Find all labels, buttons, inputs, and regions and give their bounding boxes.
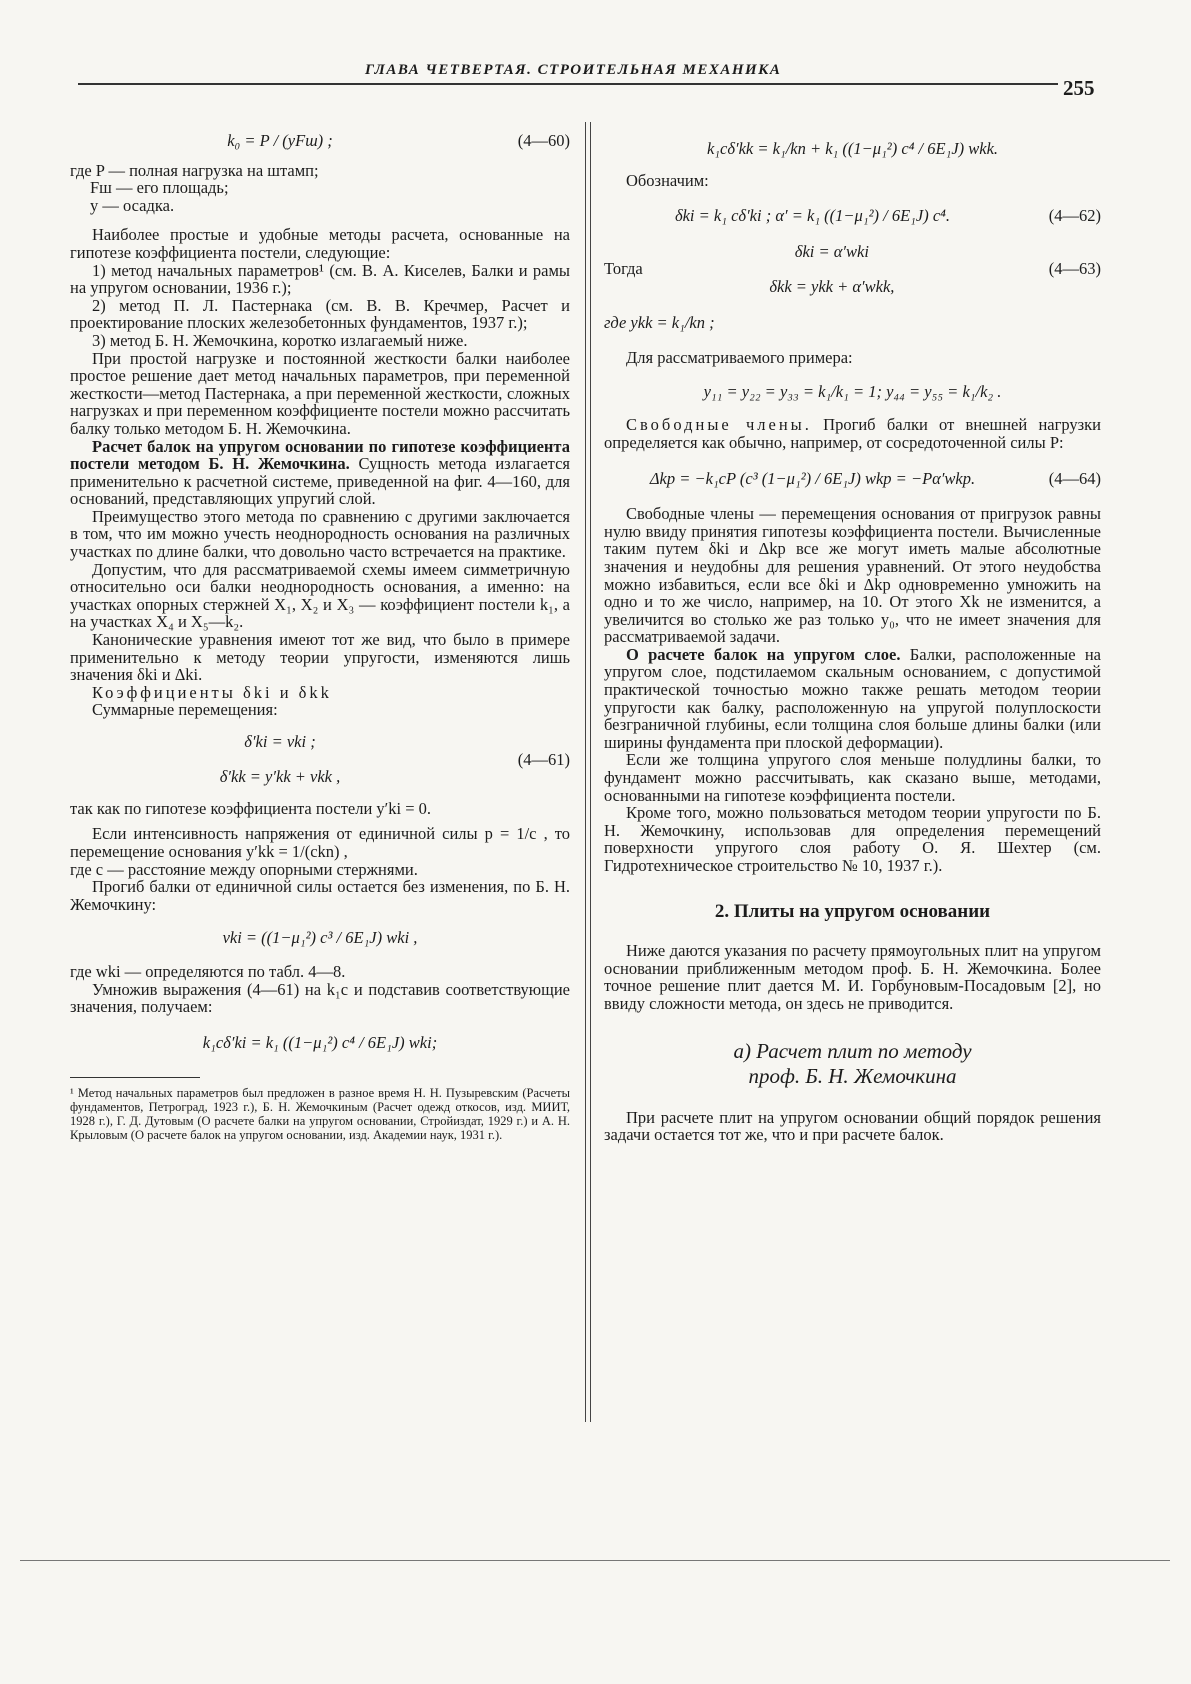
formula-number: (4—64) xyxy=(1048,468,1101,488)
paragraph: Канонические уравнения имеют тот же вид, что было в примере применительно к методу теории упругости, изменяются лишь значения δki и Δki. xyxy=(70,630,570,685)
formula-number: (4—63) xyxy=(1048,259,1101,279)
formula-number: (4—60) xyxy=(517,131,570,150)
running-head: ГЛАВА ЧЕТВЕРТАЯ. СТРОИТЕЛЬНАЯ МЕХАНИКА xyxy=(365,62,782,78)
paragraph-text: Сущность метода излагается применительно к расчетной системе, приведенной на фиг. 4—160, для оснований, представляющих упругий слой. xyxy=(70,454,570,509)
formula-k1c-delta-ki xyxy=(70,1034,570,1052)
formula-expression: δki = k₁ cδ′ki ; α′ = k₁ ((1−μ₁²) / 6E₁J) c⁴. xyxy=(674,206,951,226)
left-column xyxy=(70,132,570,1142)
footnote-rule xyxy=(70,1077,200,1078)
list-item: 3) метод Б. Н. Жемочкина, коротко излагаемый ниже. xyxy=(92,330,468,350)
column-divider xyxy=(585,122,586,1422)
paragraph: Свободные члены — перемещения основания от пригрузок равны нулю ввиду принятия гипотезы коэффициента постели. Вычисленные таким путем δki и Δkp все же могут иметь малые абсолютные значения и неудобны для решения уравнений. От этого неудобства можно избавиться, если все δki и Δkp одновременно умножить на одно и то же число, например, на 10. От этого Xk не изменится, а увеличится во столько же раз только y₀, что не имеет значения для рассматриваемой задачи. xyxy=(604,504,1101,647)
formula-expression: k₀ = P / (yFш) ; xyxy=(227,131,333,150)
paragraph xyxy=(604,416,1101,451)
column-divider xyxy=(590,122,591,1422)
paragraph: Кроме того, можно пользоваться методом теории упругости по Б. Н. Жемочкину, использовав для определения перемещений поверхности упругого слоя работу О. Я. Шехтер (см. Гидротехническое строительство № 10, 1937 г.). xyxy=(604,803,1101,875)
right-column xyxy=(604,132,1101,1144)
paragraph: Для рассматриваемого примера: xyxy=(626,348,853,368)
formula-4-60 xyxy=(70,132,570,150)
formula-expression xyxy=(70,733,490,786)
paragraph xyxy=(604,646,1101,752)
paragraph: Ниже даются указания по расчету прямоугольных плит на упругом основании приближенным методом проф. Б. Н. Жемочкина. Более точное решение плит дается М. И. Горбуновым-Посадовым [2], но ввиду сложности метода, он здесь не приводится. xyxy=(604,941,1101,1013)
subsection-title xyxy=(604,1039,1101,1089)
formula-expression: vki = ((1−μ₁²) c³ / 6E₁J) wki , xyxy=(222,928,418,948)
page-number: 255 xyxy=(1063,76,1095,100)
list-item: 1) метод начальных параметров¹ (см. В. А. Киселев, Балки и рамы на упругом основании, 1936 г.); xyxy=(70,260,570,298)
formula-line: δkk = ykk + α′wkk, xyxy=(769,276,895,296)
formula-v-ki xyxy=(70,929,570,947)
list-item: 2) метод П. Л. Пастернака (см. В. В. Кречмер, Расчет и проектирование плоских железобетонных фундаментов, 1937 г.); xyxy=(70,295,570,333)
paragraph-text: Тогда xyxy=(604,259,643,279)
paragraph-text: Прогиб балки от внешней нагрузки определяется как обычно, например, от сосредоточенной силы P: xyxy=(604,415,1102,452)
run-in-heading: Свободные члены. xyxy=(626,415,812,435)
paragraph: где c — расстояние между опорными стержнями. xyxy=(70,859,418,879)
paragraph: Наиболее простые и удобные методы расчета, основанные на гипотезе коэффициента постели, следующие: xyxy=(70,225,570,262)
paragraph: Обозначим: xyxy=(626,170,709,190)
paragraph-text: Балки, расположенные на упругом слое, подстилаемом скальным основанием, с допустимой практической точностью можно также решать методом теории упругости как балку, расположенную на упругой полуплоскости безграничной глубины, если толщина слоя больше длины балки (или ширины фундамента при плоской деформации). xyxy=(604,644,1102,752)
subsection-title-line: а) Расчет плит по методу xyxy=(733,1038,972,1063)
paragraph: Умножив выражения (4—61) на k₁c и подставив соответствующие значения, получаем: xyxy=(70,979,570,1017)
formula-4-64 xyxy=(604,470,1101,488)
formula-number: (4—62) xyxy=(1048,206,1101,226)
paragraph: где wki — определяются по табл. 4—8. xyxy=(70,961,346,981)
formula-expression: y₁₁ = y₂₂ = y₃₃ = k₁/k₁ = 1; y₄₄ = y₅₅ = k₁/k₂ . xyxy=(703,381,1002,401)
formula-4-63 xyxy=(604,243,1101,296)
formula-line: δ′kk = y′kk + vkk , xyxy=(219,767,341,787)
paragraph: Если же толщина упругого слоя меньше полудлины балки, то фундамент можно рассчитывать, как сказано выше, методами, основанными на гипотезе коэффициента постели. xyxy=(604,750,1101,805)
paragraph: При простой нагрузке и постоянной жесткости балки наиболее простое решение дает метод начальных параметров, при переменной жесткости—метод Пастернака, а при переменной жесткости, сложных нагрузках и при переменном коэффициенте постели можно рассчитать балку только методом Б. Н. Жемочкина. xyxy=(70,348,570,438)
header-rule xyxy=(78,83,1058,85)
formula-expression xyxy=(643,243,1021,296)
paragraph: Допустим, что для рассматриваемой схемы имеем симметричную относительно оси балки неоднородность основания, а именно: на участках опорных стержней X₁, X₂ и X₃ — коэффициент постели k₁, а на участках X₄ и X₅—k₂. xyxy=(70,559,570,632)
paragraph xyxy=(70,438,570,508)
formula-4-61 xyxy=(70,733,570,786)
paragraph: Если интенсивность напряжения от единичной силы p = 1/c , то перемещение основания y′kk = 1/(ckn) , xyxy=(70,824,570,861)
formula-4-62 xyxy=(604,207,1101,225)
formula-expression: k₁cδ′kk = k₁/kn + k₁ ((1−μ₁²) c⁴ / 6E₁J) wkk. xyxy=(706,139,999,158)
paragraph: Прогиб балки от единичной силы остается без изменения, по Б. Н. Жемочкину: xyxy=(70,877,570,914)
paragraph: Суммарные перемещения: xyxy=(92,700,278,720)
subsection-title-line: проф. Б. Н. Жемочкина xyxy=(748,1063,957,1088)
formula-line: δ′ki = vki ; xyxy=(244,732,316,751)
formula-expression: где ykk = k₁/kn ; xyxy=(604,312,715,332)
where-line: Fш — его площадь; xyxy=(90,178,229,198)
where-line: где P — полная нагрузка на штамп; xyxy=(70,160,319,180)
formula-expression: k₁cδ′ki = k₁ ((1−μ₁²) c⁴ / 6E₁J) wki; xyxy=(202,1032,438,1052)
formula-line: δki = α′wki xyxy=(794,241,869,261)
formula-expression: Δkp = −k₁cP (c³ (1−μ₁²) / 6E₁J) wkp = −Pα′wkp. xyxy=(649,468,976,488)
formula-number: (4—61) xyxy=(517,749,570,769)
where-line: y — осадка. xyxy=(90,195,175,215)
formula-y-values xyxy=(604,383,1101,401)
formula-y-kk xyxy=(604,314,1101,332)
paragraph: так как по гипотезе коэффициента постели y′ki = 0. xyxy=(70,798,432,818)
paragraph: Преимущество этого метода по сравнению с другими заключается в том, что им можно учесть неоднородность основания на различных участках по длине балки, что довольно часто встречается на практике. xyxy=(70,506,570,562)
paragraph: При расчете плит на упругом основании общий порядок решения задачи остается тот же, что и при расчете балок. xyxy=(604,1107,1101,1145)
run-in-heading: Расчет балок на упругом основании по гипотезе коэффициента постели методом Б. Н. Жемочкина. xyxy=(70,436,570,474)
section-title: 2. Плиты на упругом основании xyxy=(714,900,991,922)
footnote: ¹ Метод начальных параметров был предложен в разное время Н. Н. Пузыревским (Расчеты фундаментов, Петроград, 1923 г.), Б. Н. Жемочкиным (Расчет одежд откосов, изд. МИИТ, 1928 г.), Г. Д. Дутовым (О расчете балки на упругом основании, Стройиздат, 1929 г.) и А. Н. Крыловым (О расчете балок на упругом основании, изд. Академии наук, 1931 г.). xyxy=(70,1086,570,1143)
bottom-edge-line xyxy=(20,1560,1170,1561)
run-in-heading: О расчете балок на упругом слое. xyxy=(626,644,901,664)
formula-k1c-delta-kk xyxy=(604,140,1101,158)
subheading: Коэффициенты δki и δkk xyxy=(92,682,332,702)
